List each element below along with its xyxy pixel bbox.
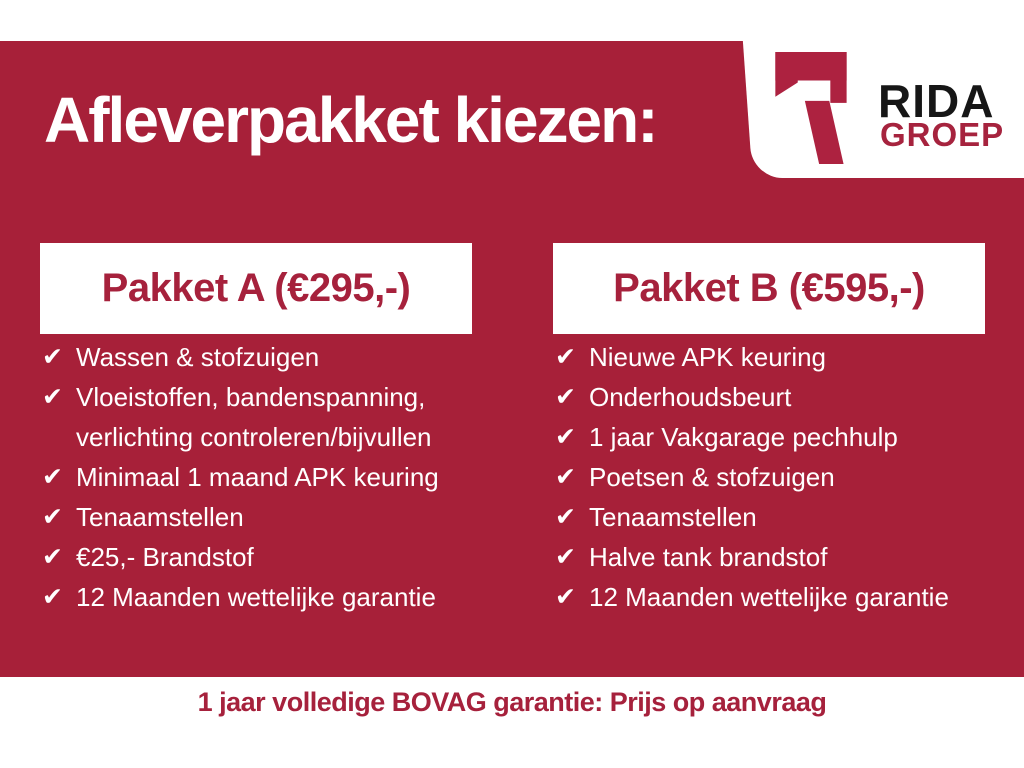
check-icon: ✔ bbox=[555, 382, 576, 411]
bottom-white-bar bbox=[0, 677, 1024, 768]
package-a-title: Pakket A (€295,-) bbox=[101, 266, 411, 310]
package-item bbox=[555, 417, 1007, 457]
package-item bbox=[42, 577, 494, 617]
logo-brand-name: RIDA bbox=[878, 75, 995, 127]
package-item bbox=[42, 457, 494, 497]
page-title: Afleverpakket kiezen: bbox=[44, 84, 657, 156]
check-icon: ✔ bbox=[42, 582, 63, 611]
package-item-text: 12 Maanden wettelijke garantie bbox=[589, 582, 949, 612]
package-b-header[interactable] bbox=[553, 243, 985, 334]
check-icon: ✔ bbox=[42, 382, 63, 411]
check-icon: ✔ bbox=[555, 542, 576, 571]
package-item bbox=[555, 537, 1007, 577]
rida-r-icon bbox=[770, 52, 854, 166]
package-a-items bbox=[42, 337, 494, 617]
package-item-text: Onderhoudsbeurt bbox=[589, 382, 792, 412]
package-item-text: Vloeistoffen, bandenspanning, verlichting controleren/bijvullen bbox=[76, 382, 432, 452]
check-icon: ✔ bbox=[555, 342, 576, 371]
package-item-text: Halve tank brandstof bbox=[589, 542, 828, 572]
package-item-text: Minimaal 1 maand APK keuring bbox=[76, 462, 439, 492]
package-item-text: 1 jaar Vakgarage pechhulp bbox=[589, 422, 898, 452]
check-icon: ✔ bbox=[42, 502, 63, 531]
package-b-title: Pakket B (€595,-) bbox=[613, 266, 925, 310]
package-item-text: Tenaamstellen bbox=[76, 502, 244, 532]
check-icon: ✔ bbox=[555, 502, 576, 531]
package-item bbox=[42, 377, 494, 457]
check-icon: ✔ bbox=[42, 342, 63, 371]
package-item-text: Wassen & stofzuigen bbox=[76, 342, 320, 372]
package-item bbox=[555, 497, 1007, 537]
package-item bbox=[555, 577, 1007, 617]
logo-brand-subname: GROEP bbox=[880, 116, 1005, 153]
package-item bbox=[555, 337, 1007, 377]
package-b-items bbox=[555, 337, 1007, 617]
package-a-column bbox=[40, 243, 472, 612]
check-icon: ✔ bbox=[42, 542, 63, 571]
package-item-text: 12 Maanden wettelijke garantie bbox=[76, 582, 436, 612]
package-item-text: Poetsen & stofzuigen bbox=[589, 462, 835, 492]
package-item bbox=[555, 377, 1007, 417]
package-item bbox=[42, 497, 494, 537]
check-icon: ✔ bbox=[42, 462, 63, 491]
package-item bbox=[42, 537, 494, 577]
package-item bbox=[555, 457, 1007, 497]
footer-guarantee-text: 1 jaar volledige BOVAG garantie: Prijs op aanvraag bbox=[197, 687, 827, 717]
check-icon: ✔ bbox=[555, 462, 576, 491]
package-item-text: Tenaamstellen bbox=[589, 502, 757, 532]
rida-groep-logo bbox=[744, 0, 1024, 178]
check-icon: ✔ bbox=[555, 422, 576, 451]
package-item-text: Nieuwe APK keuring bbox=[589, 342, 827, 372]
package-b-column bbox=[553, 243, 985, 612]
package-a-header[interactable] bbox=[40, 243, 472, 334]
package-item bbox=[42, 337, 494, 377]
package-item-text: €25,- Brandstof bbox=[76, 542, 254, 572]
check-icon: ✔ bbox=[555, 582, 576, 611]
